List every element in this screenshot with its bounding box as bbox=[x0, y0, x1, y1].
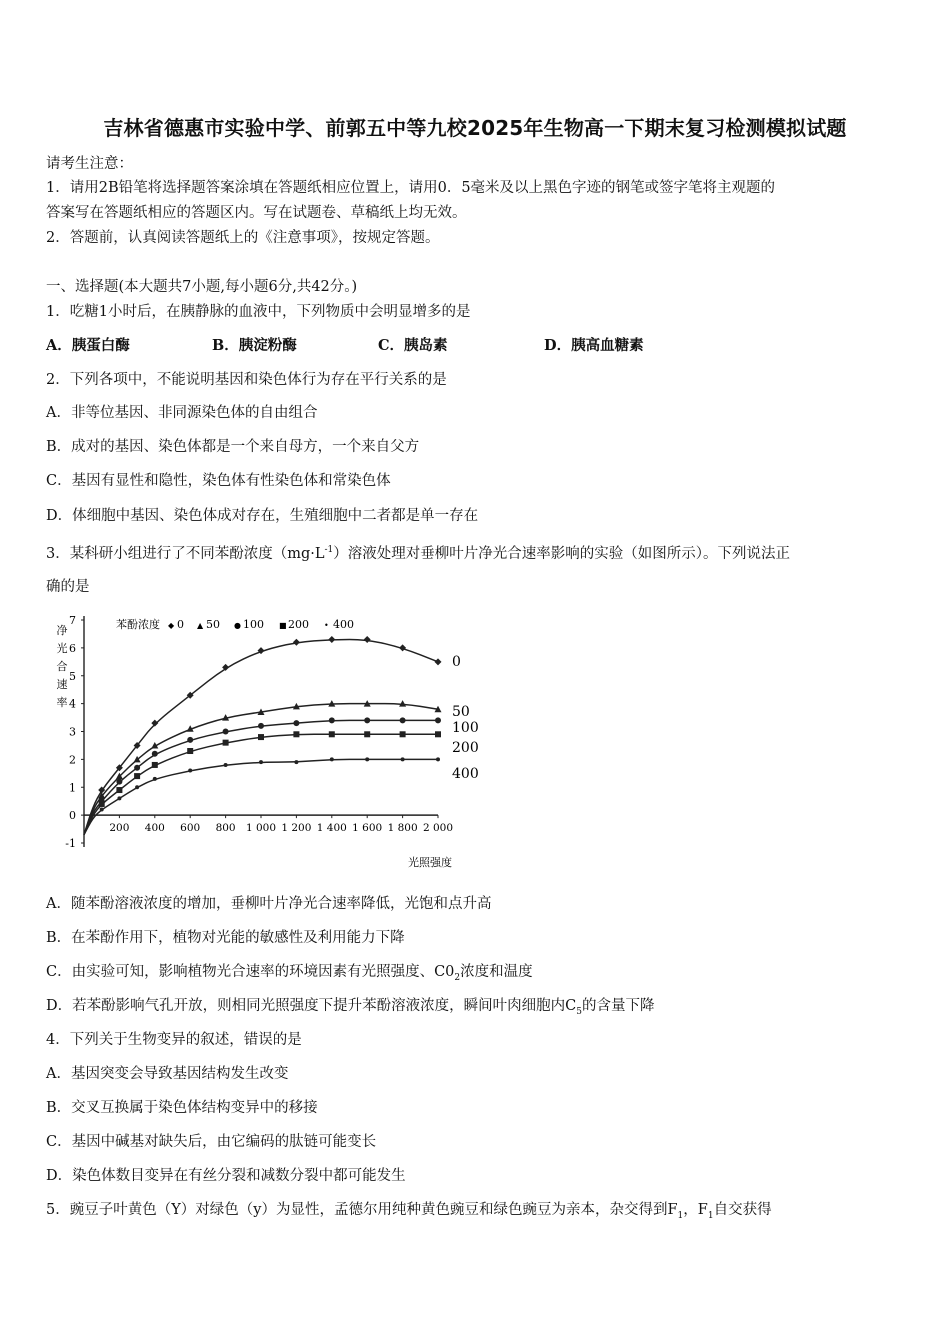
data-point-200 bbox=[364, 731, 370, 737]
data-point-200 bbox=[293, 731, 299, 737]
q2-option-d: D．体细胞中基因、染色体成对存在，生殖细胞中二者都是单一存在 bbox=[46, 508, 479, 524]
y-tick-label: 4 bbox=[69, 697, 76, 711]
data-point-400 bbox=[153, 777, 157, 781]
data-point-200 bbox=[223, 740, 229, 746]
data-point-400 bbox=[365, 757, 369, 761]
question-2-stem: 2．下列各项中，不能说明基因和染色体行为存在平行关系的是 bbox=[46, 372, 447, 388]
y-axis-label-char: 光 bbox=[56, 642, 68, 655]
question-1-stem: 1．吃糖1小时后，在胰静脉的血液中，下列物质中会明显增多的是 bbox=[46, 304, 471, 320]
legend-label: 0 bbox=[177, 618, 184, 631]
data-point-400 bbox=[294, 760, 298, 764]
y-tick-label: 2 bbox=[69, 753, 76, 767]
data-point-200 bbox=[99, 801, 105, 807]
series-label-400: 400 bbox=[452, 766, 479, 782]
q1-option-c: C．胰岛素 bbox=[378, 337, 448, 354]
x-tick-label: 400 bbox=[144, 822, 165, 835]
data-point-0 bbox=[435, 658, 442, 665]
exam-title: 吉林省德惠市实验中学、前郭五中等九校2025年生物高一下期末复习检测模拟试题 bbox=[103, 116, 847, 140]
data-point-200 bbox=[400, 731, 406, 737]
q2-option-c: C．基因有显性和隐性，染色体有性染色体和常染色体 bbox=[46, 473, 391, 489]
data-point-100 bbox=[223, 729, 229, 735]
data-point-100 bbox=[152, 751, 158, 757]
data-point-100 bbox=[435, 717, 441, 723]
q4-option-b: B．交叉互换属于染色体结构变异中的移接 bbox=[46, 1100, 318, 1116]
x-tick-label: 2 000 bbox=[422, 822, 454, 835]
data-point-100 bbox=[258, 723, 264, 729]
q1-option-a: A．胰蛋白酶 bbox=[46, 337, 130, 354]
data-point-200 bbox=[152, 762, 158, 768]
data-point-0 bbox=[293, 639, 300, 646]
section-heading: 一、选择题(本大题共7小题,每小题6分,共42分。) bbox=[46, 279, 358, 295]
notice-item-2: 2．答题前，认真阅读答题纸上的《注意事项》，按规定答题。 bbox=[46, 230, 440, 246]
y-tick-label: 7 bbox=[69, 614, 76, 627]
legend-label: 50 bbox=[206, 618, 220, 631]
y-axis-label-char: 速 bbox=[56, 678, 68, 691]
legend-marker: ▲ bbox=[197, 621, 204, 630]
data-point-200 bbox=[435, 731, 441, 737]
question-5-stem: 5．豌豆子叶黄色（Y）对绿色（y）为显性，孟德尔用纯种黄色豌豆和绿色豌豆为亲本，杂交得到$F_1$，$F_1$自交获得 bbox=[46, 1202, 772, 1221]
data-point-400 bbox=[224, 763, 228, 767]
data-point-0 bbox=[151, 720, 158, 727]
y-axis-label-char: 净 bbox=[56, 624, 68, 637]
y-axis-label-char: 率 bbox=[56, 696, 68, 709]
q4-option-d: D．染色体数目变异在有丝分裂和减数分裂中都可能发生 bbox=[46, 1168, 406, 1184]
data-point-0 bbox=[399, 644, 406, 651]
legend-marker: ■ bbox=[279, 621, 287, 630]
data-point-100 bbox=[400, 717, 406, 723]
x-tick-label: 200 bbox=[109, 822, 130, 835]
data-point-200 bbox=[116, 787, 122, 793]
data-point-400 bbox=[259, 760, 263, 764]
legend-marker: ◆ bbox=[168, 621, 175, 630]
data-point-100 bbox=[329, 717, 335, 723]
q1-option-b: B．胰淀粉酶 bbox=[212, 337, 297, 354]
data-point-100 bbox=[116, 779, 122, 785]
q4-option-c: C．基因中碱基对缺失后，由它编码的肽链可能变长 bbox=[46, 1134, 377, 1150]
data-point-200 bbox=[134, 773, 140, 779]
question-1-options bbox=[46, 336, 710, 356]
series-line-200 bbox=[84, 734, 438, 834]
y-tick-label: 6 bbox=[69, 641, 76, 655]
x-tick-label: 1 400 bbox=[316, 822, 347, 835]
data-point-0 bbox=[328, 636, 335, 643]
data-point-400 bbox=[188, 769, 192, 773]
q4-option-a: A．基因突变会导致基因结构发生改变 bbox=[46, 1066, 289, 1082]
data-point-400 bbox=[436, 757, 440, 761]
y-tick-label: 1 bbox=[69, 781, 76, 795]
series-label-200: 200 bbox=[452, 740, 479, 756]
data-point-400 bbox=[330, 757, 334, 761]
x-tick-label: 1 600 bbox=[352, 822, 383, 835]
y-axis-label-char: 合 bbox=[56, 660, 68, 673]
data-point-400 bbox=[401, 757, 405, 761]
q2-option-a: A．非等位基因、非同源染色体的自由组合 bbox=[46, 405, 318, 421]
x-axis-label: 光照强度 bbox=[408, 856, 452, 869]
notice-item-1-line-2: 答案写在答题纸相应的答题区内。写在试题卷、草稿纸上均无效。 bbox=[46, 205, 467, 221]
series-label-50: 50 bbox=[452, 704, 470, 720]
question-3-stem: 3．某科研小组进行了不同苯酚浓度$(mg\cdot L^{-1})$溶液处理对垂柳叶片净光合速率影响的实验（如图所示）。下列说法正 bbox=[46, 545, 791, 562]
legend-marker: • bbox=[324, 621, 329, 630]
x-tick-label: 600 bbox=[180, 822, 201, 835]
q2-option-b: B．成对的基因、染色体都是一个来自母方，一个来自父方 bbox=[46, 439, 420, 455]
data-point-100 bbox=[134, 765, 140, 771]
q3-option-a: A．随苯酚溶液浓度的增加，垂柳叶片净光合速率降低，光饱和点升高 bbox=[46, 896, 492, 912]
q1-option-d: D．胰高血糖素 bbox=[544, 337, 644, 354]
x-tick-label: 1 200 bbox=[281, 822, 312, 835]
y-tick-label: -1 bbox=[65, 837, 76, 850]
data-point-100 bbox=[364, 717, 370, 723]
x-tick-label: 800 bbox=[215, 822, 236, 835]
data-point-100 bbox=[293, 720, 299, 726]
data-point-200 bbox=[187, 748, 193, 754]
data-point-400 bbox=[100, 808, 104, 812]
legend-label: 200 bbox=[288, 618, 309, 631]
data-point-100 bbox=[187, 737, 193, 743]
data-point-400 bbox=[117, 796, 121, 800]
y-tick-label: 5 bbox=[69, 669, 76, 683]
y-tick-label: 3 bbox=[69, 725, 76, 739]
x-tick-label: 1 000 bbox=[245, 822, 277, 835]
series-label-0: 0 bbox=[452, 654, 461, 670]
data-point-200 bbox=[329, 731, 335, 737]
series-label-100: 100 bbox=[452, 720, 479, 736]
q3-option-b: B．在苯酚作用下，植物对光能的敏感性及利用能力下降 bbox=[46, 930, 405, 946]
data-point-0 bbox=[364, 636, 371, 643]
photosynthesis-chart bbox=[46, 608, 486, 876]
chart-series-layer bbox=[84, 636, 442, 835]
q3-option-c: C．由实验可知，影响植物光合速率的环境因素有光照强度、$C0_2$浓度和温度 bbox=[46, 964, 533, 983]
question-3-stem-line-2: 确的是 bbox=[46, 579, 90, 595]
question-4-stem: 4．下列关于生物变异的叙述，错误的是 bbox=[46, 1032, 302, 1048]
notice-item-1-line-1: 1．请用2B铅笔将选择题答案涂填在答题纸相应位置上，请用0．5毫米及以上黑色字迹的钢笔或签字笔将主观题的 bbox=[46, 180, 776, 196]
x-tick-label: 1 800 bbox=[387, 822, 418, 835]
notice-heading: 请考生注意： bbox=[46, 156, 133, 172]
q3-option-d: D．若苯酚影响气孔开放，则相同光照强度下提升苯酚溶液浓度，瞬间叶肉细胞内$C_5$的含量下降 bbox=[46, 998, 655, 1017]
legend-title: 苯酚浓度 bbox=[116, 618, 160, 631]
data-point-50 bbox=[399, 700, 406, 707]
legend-label: 100 bbox=[243, 618, 264, 631]
legend-marker: ● bbox=[234, 621, 241, 630]
legend-label: 400 bbox=[333, 618, 354, 631]
data-point-200 bbox=[258, 734, 264, 740]
y-tick-label: 0 bbox=[69, 809, 76, 823]
data-point-400 bbox=[135, 785, 139, 789]
